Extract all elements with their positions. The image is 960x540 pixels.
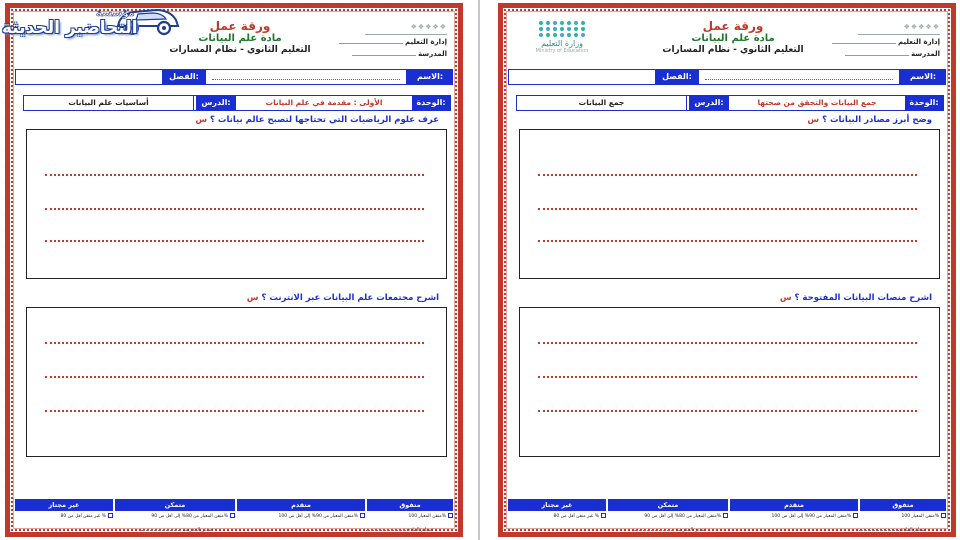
checkbox-icon: [941, 513, 946, 518]
moe-logo-en: Ministry of Education: [535, 48, 589, 54]
rubric-header-fail: غير مجتاز: [508, 499, 606, 511]
checkbox-icon: [853, 513, 858, 518]
watermark-small-text: مؤسسة: [96, 8, 135, 19]
page-divider: [478, 0, 480, 540]
question-1-marker: س: [195, 115, 208, 125]
worksheet-title: ورقة عمل: [702, 19, 764, 33]
rubric-criterion-3[interactable]: متقن المعيار من 80% إلى أقل من 90%: [115, 513, 235, 521]
name-bar: [15, 69, 453, 85]
subject-title: مادة علم البيانات: [198, 33, 282, 45]
name-input[interactable]: [205, 69, 407, 85]
rubric-criterion-2[interactable]: متقن المعيار من 90% إلى أقل من 100%: [730, 513, 858, 521]
question-2-text: اشرح منصات البيانات المفتوحة ؟: [794, 293, 932, 303]
rubric-header-advanced: متقدم: [730, 499, 858, 511]
rubric-header-proficient: متمكن: [115, 499, 235, 511]
rubric-criterion-3[interactable]: متقن المعيار من 80% إلى أقل من 90%: [608, 513, 728, 521]
moe-logo: [516, 21, 608, 54]
school-label: المدرسة: [911, 50, 940, 58]
answer-box-2[interactable]: [519, 307, 940, 457]
teacher-signature: معلم المادة:: [859, 525, 926, 535]
unit-lesson-bar: [516, 95, 944, 111]
rubric-table: [15, 499, 453, 539]
moe-logo-ar: وزارة التعليم: [541, 39, 583, 48]
worksheet-title: ورقة عمل: [209, 19, 271, 33]
question-2-marker: س: [779, 293, 792, 303]
checkbox-icon: [723, 513, 728, 518]
ministry-header: [337, 19, 447, 59]
rubric-criterion-4[interactable]: غير متقن أقل من 80 %: [15, 513, 113, 521]
ministry-header: [830, 19, 940, 59]
name-label: الاسم:: [900, 69, 946, 85]
answer-box-2[interactable]: [26, 307, 447, 457]
name-label: الاسم:: [407, 69, 453, 85]
rubric-header-excellent: متفوق: [367, 499, 453, 511]
unit-lesson-bar: [23, 95, 451, 111]
worksheet-title-block: [638, 19, 828, 56]
principal-signature: مدير المدرسة:: [634, 525, 706, 535]
subject-title: مادة علم البيانات: [691, 33, 775, 45]
school-label: المدرسة: [418, 50, 447, 58]
rubric-header-proficient: متمكن: [608, 499, 728, 511]
checkbox-icon: [360, 513, 365, 518]
checkbox-icon: [108, 513, 113, 518]
class-input[interactable]: [508, 69, 656, 85]
education-admin-label: إدارة التعليم: [404, 38, 447, 46]
checkbox-icon: [230, 513, 235, 518]
track-title: التعليم الثانوي - نظام المسارات: [662, 45, 804, 56]
answer-box-1[interactable]: [26, 129, 447, 279]
question-2: [774, 293, 932, 303]
unit-label: الوحدة:: [905, 96, 943, 110]
question-1-marker: س: [807, 115, 820, 125]
unit-value: جمع البيانات والتحقق من صحتها: [757, 98, 877, 107]
rubric-criterion-4[interactable]: غير متقن أقل من 80 %: [508, 513, 606, 521]
rubric-table: [508, 499, 946, 539]
publisher-watermark: [0, 0, 190, 46]
education-admin-label: إدارة التعليم: [897, 38, 940, 46]
question-1-text: عرف علوم الرياضيات التي تحتاجها لتصبح عالم بيانات ؟: [210, 115, 439, 125]
answer-box-1[interactable]: [519, 129, 940, 279]
class-input[interactable]: [15, 69, 163, 85]
rubric-criterion-1[interactable]: متقن المعيار 100%: [367, 513, 453, 521]
lesson-label: الدرس:: [196, 96, 236, 110]
watermark-big-text: التحاضير الحديثة: [2, 18, 138, 38]
rubric-criterion-2[interactable]: متقن المعيار من 90% إلى أقل من 100%: [237, 513, 365, 521]
track-title: التعليم الثانوي - نظام المسارات: [169, 45, 311, 56]
worksheet-right: [498, 3, 956, 537]
question-2-marker: س: [246, 293, 259, 303]
lesson-value: أساسيات علم البيانات: [24, 96, 194, 110]
kingdom-emblem-text: ❖❖❖❖❖: [365, 19, 447, 35]
rubric-criterion-1[interactable]: متقن المعيار 100%: [860, 513, 946, 521]
lesson-label: الدرس:: [689, 96, 729, 110]
kingdom-emblem-text: ❖❖❖❖❖: [858, 19, 940, 35]
principal-signature: مدير المدرسة:: [141, 525, 213, 535]
teacher-signature: معلم المادة:: [366, 525, 433, 535]
unit-label: الوحدة:: [412, 96, 450, 110]
name-input[interactable]: [698, 69, 900, 85]
class-label: الفصل:: [656, 69, 698, 85]
question-1: [189, 115, 439, 125]
lesson-value: جمع البيانات: [517, 96, 687, 110]
checkbox-icon: [448, 513, 453, 518]
rubric-header-advanced: متقدم: [237, 499, 365, 511]
name-bar: [508, 69, 946, 85]
question-2-text: اشرح مجتمعات علم البيانات عبر الانترنت ؟: [261, 293, 439, 303]
question-1-text: وضح أبرز مصادر البيانات ؟: [822, 115, 932, 125]
unit-value: الأولى : مقدمة في علم البيانات: [265, 98, 383, 107]
class-label: الفصل:: [163, 69, 205, 85]
worksheet-left: [5, 3, 463, 537]
rubric-header-fail: غير مجتاز: [15, 499, 113, 511]
question-2: [241, 293, 439, 303]
rubric-header-excellent: متفوق: [860, 499, 946, 511]
moe-logo-icon: [516, 21, 608, 37]
checkbox-icon: [601, 513, 606, 518]
question-1: [801, 115, 932, 125]
